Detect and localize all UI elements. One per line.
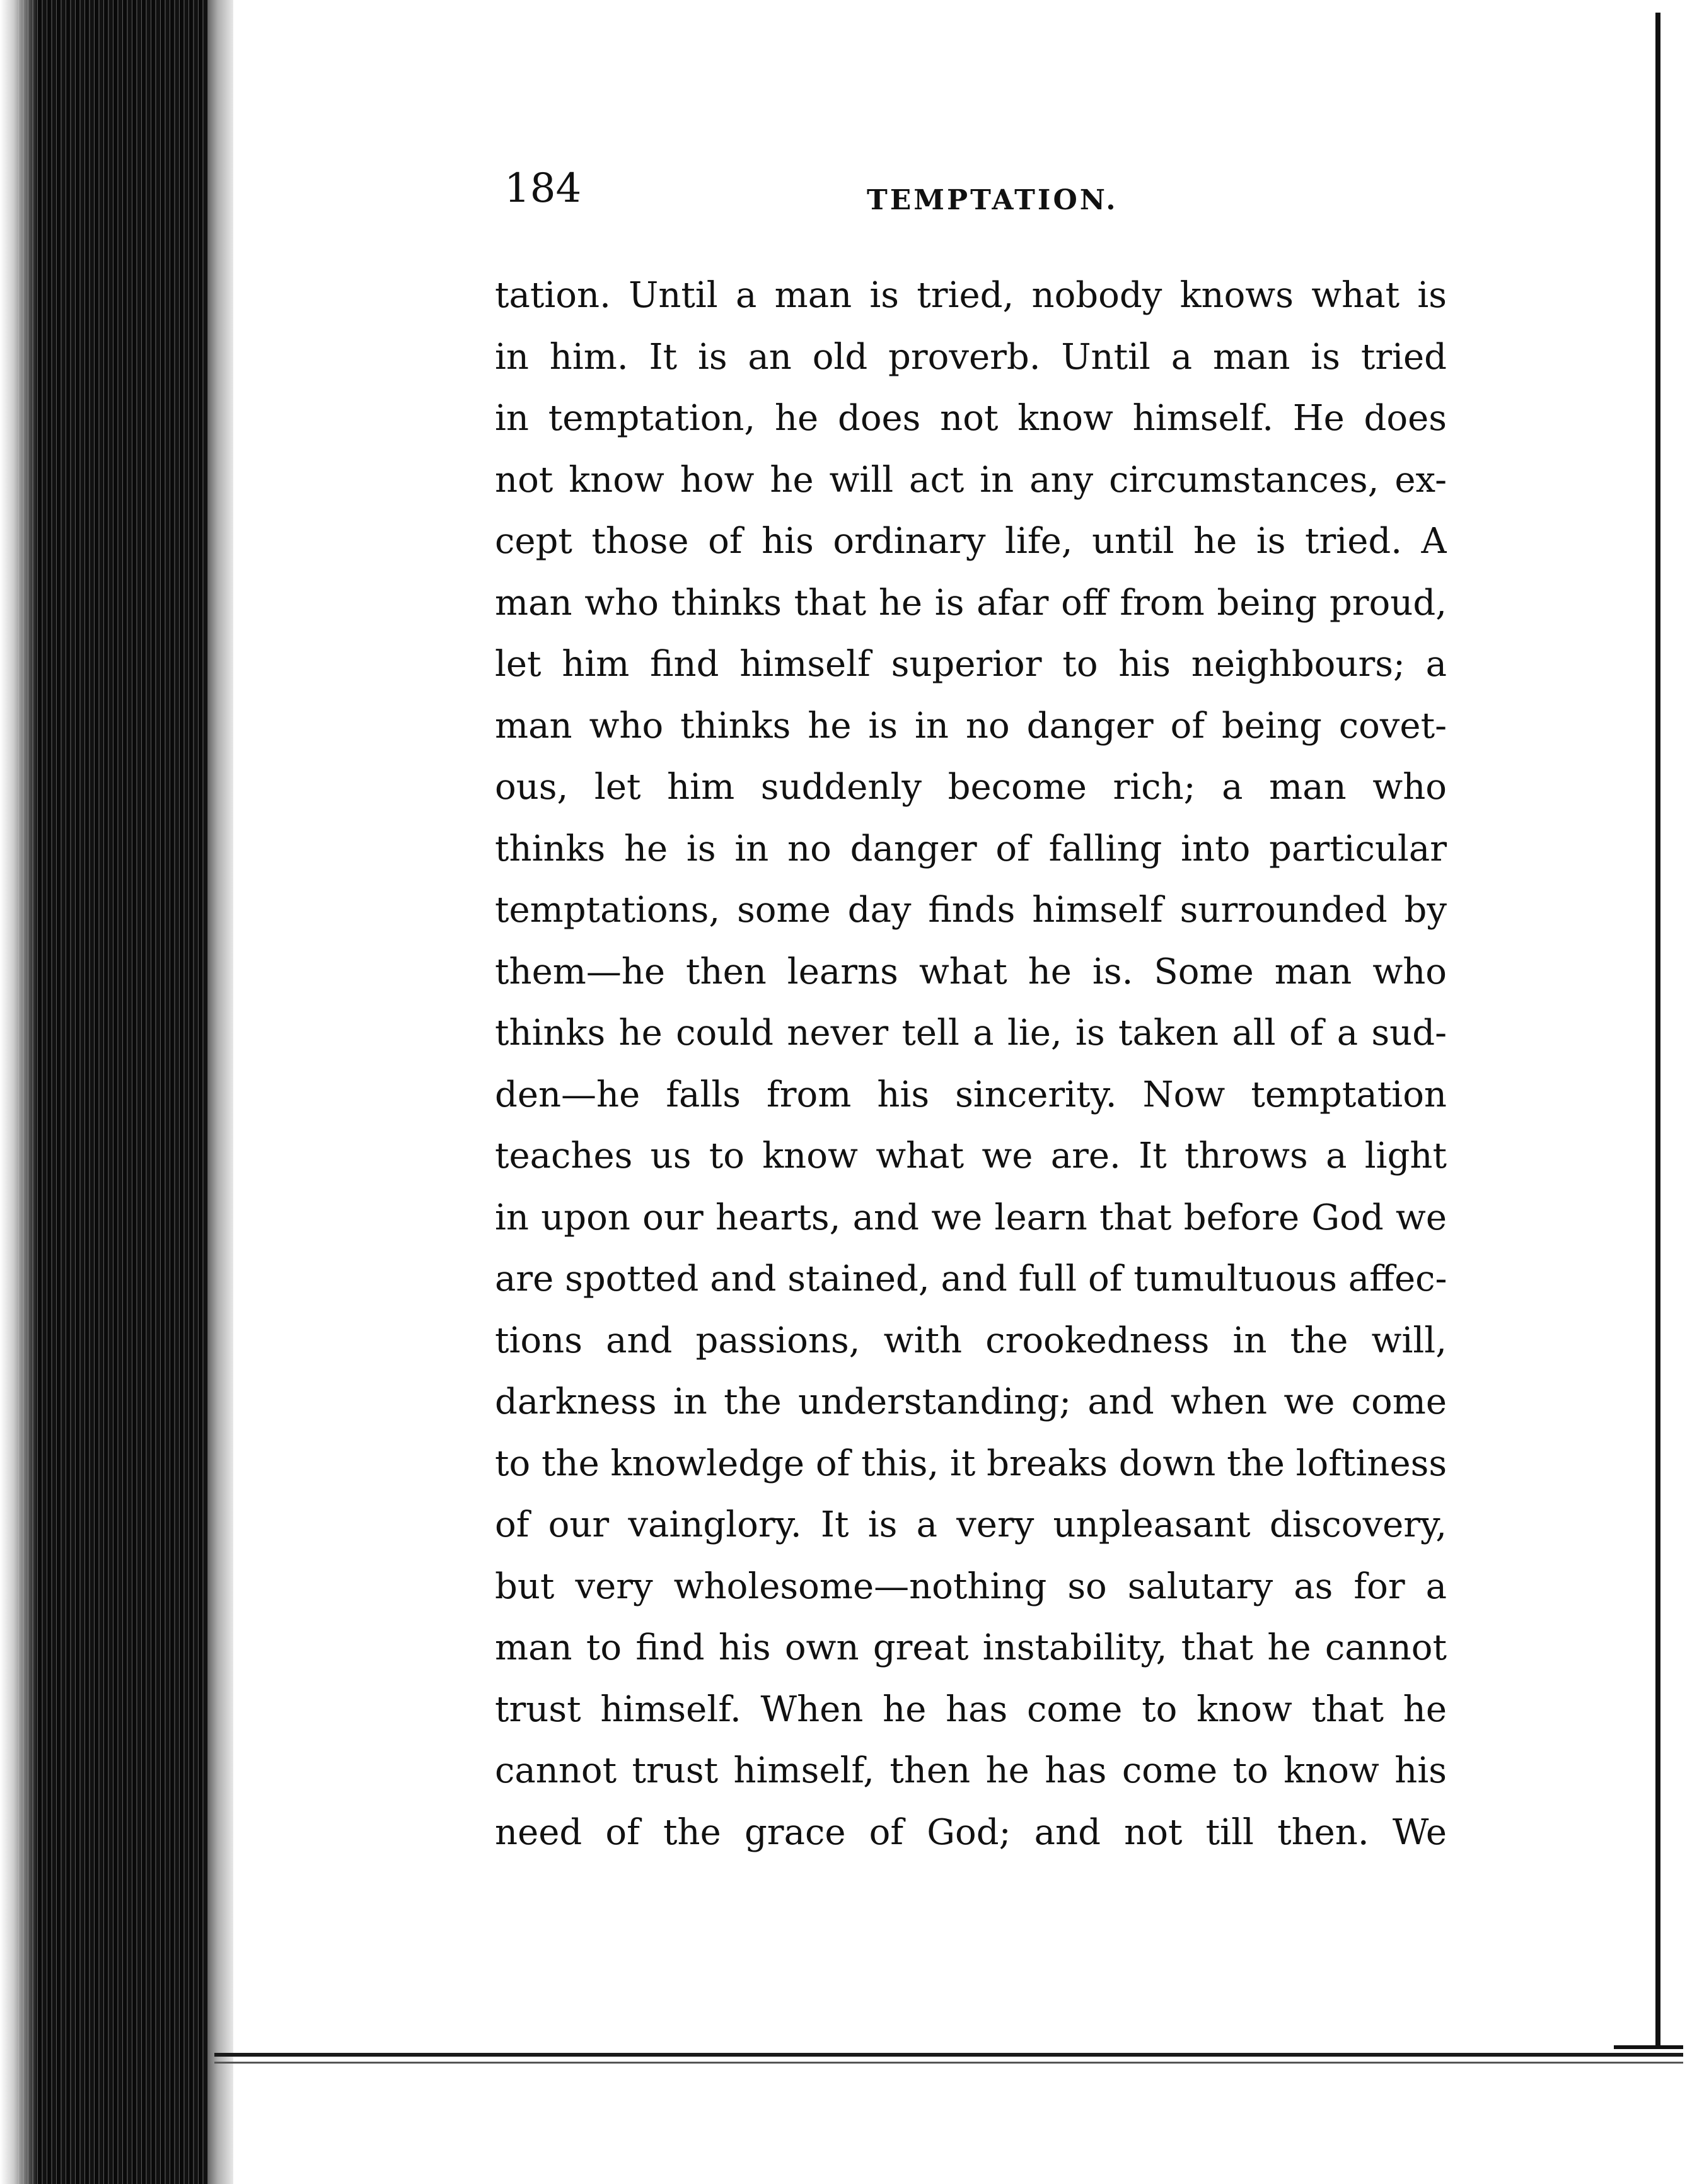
bottom-page-edge-line-secondary xyxy=(214,2062,1683,2064)
text-line: temptations, some day finds himself surrounded by xyxy=(495,890,1447,931)
text-line: cept those of his ordinary life, until he is tried. A xyxy=(495,521,1447,562)
text-line: man to find his own great instability, that he cannot xyxy=(495,1627,1447,1668)
text-line: ous, let him suddenly become rich; a man who xyxy=(495,767,1447,808)
text-line: them—he then learns what he is. Some man who xyxy=(495,951,1447,992)
text-line: teaches us to know what we are. It throws a light xyxy=(495,1136,1447,1176)
gutter-shadow xyxy=(0,0,38,2184)
text-line: are spotted and stained, and full of tumultuous affec- xyxy=(495,1258,1447,1299)
text-line: of our vainglory. It is a very unpleasant discovery, xyxy=(495,1504,1447,1545)
running-title: TEMPTATION. xyxy=(867,184,1118,216)
text-line: tation. Until a man is tried, nobody knows what is xyxy=(495,275,1447,316)
right-edge-foot-line xyxy=(1614,2045,1683,2049)
text-line: in temptation, he does not know himself. He does xyxy=(495,398,1447,439)
right-page-edge-line xyxy=(1655,13,1660,2049)
text-line: let him find himself superior to his neighbours; a xyxy=(495,644,1447,685)
text-line: trust himself. When he has come to know that he xyxy=(495,1688,1447,1730)
text-line: cannot trust himself, then he has come to know his xyxy=(495,1750,1447,1791)
text-line: to the knowledge of this, it breaks down the loftiness xyxy=(495,1443,1447,1484)
text-line: need of the grace of God; and not till then. We xyxy=(495,1811,1447,1853)
text-line: but very wholesome—nothing so salutary as for a xyxy=(495,1565,1447,1607)
text-line: man who thinks he is in no danger of being covet- xyxy=(495,705,1447,746)
text-line: man who thinks that he is afar off from being proud, xyxy=(495,582,1447,624)
text-line: not know how he will act in any circumstances, ex- xyxy=(495,459,1447,501)
running-head xyxy=(504,165,1639,241)
text-line: thinks he is in no danger of falling into particular xyxy=(495,828,1447,869)
text-line: thinks he could never tell a lie, is taken all of a sud- xyxy=(495,1013,1447,1054)
bottom-page-edge-line xyxy=(214,2053,1683,2057)
text-line: darkness in the understanding; and when we come xyxy=(495,1381,1447,1422)
text-line: in upon our hearts, and we learn that before God we xyxy=(495,1197,1447,1238)
text-line: in him. It is an old proverb. Until a man is tried xyxy=(495,336,1447,378)
text-line: den—he falls from his sincerity. Now temptation xyxy=(495,1074,1447,1115)
text-line: tions and passions, with crookedness in the will, xyxy=(495,1320,1447,1361)
body-text xyxy=(495,265,1447,1863)
page-number: 184 xyxy=(504,165,582,212)
page-inner-edge xyxy=(208,0,233,2184)
